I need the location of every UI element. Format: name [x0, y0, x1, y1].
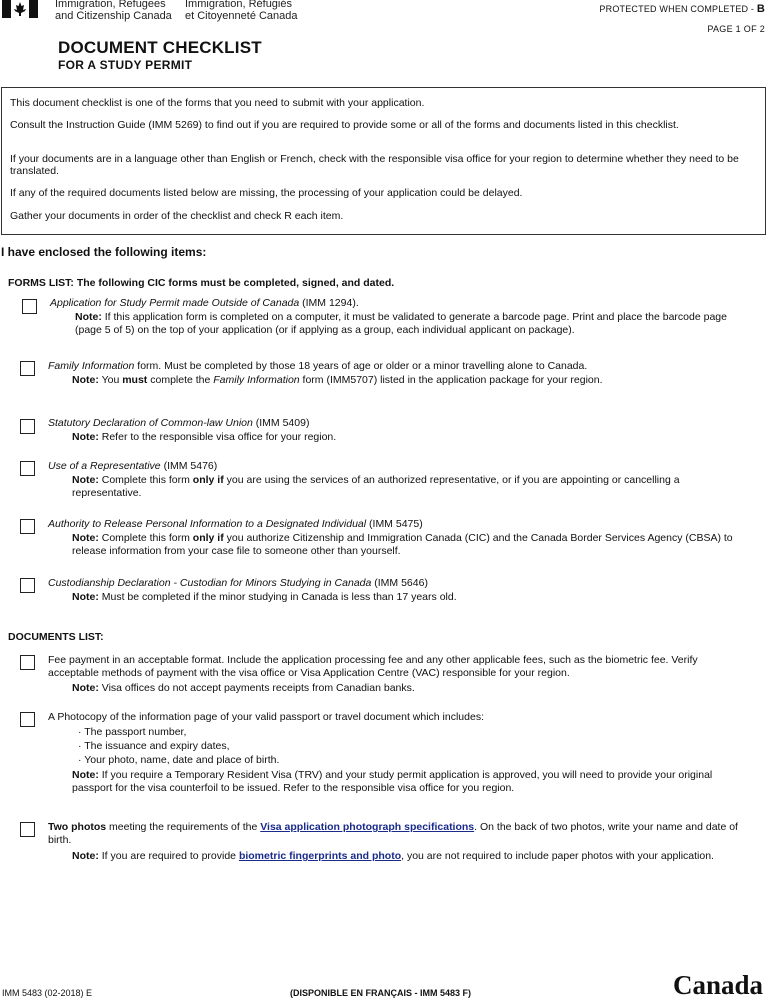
form-note-imm5409: Note: Refer to the responsible visa office for your region.: [72, 431, 337, 443]
checkbox-form-imm1294[interactable]: [22, 299, 37, 314]
page-subtitle: FOR A STUDY PERMIT: [58, 58, 193, 72]
doc-note-two-photos: Note: If you are required to provide biometric fingerprints and photo, you are not required to include paper photos with your application.: [72, 850, 714, 862]
checkbox-form-imm5476[interactable]: [20, 461, 35, 476]
list-item: · Your photo, name, date and place of birth.: [78, 754, 280, 766]
dept-fr-line2: et Citoyenneté Canada: [185, 10, 298, 22]
canada-flag-icon: [2, 0, 38, 18]
form-note-imm1294: Note: If this application form is completed on a computer, it must be validated to generate a barcode page. Print and place the barcode page (page 5 of 5) on the top of your application (or if applying as a group, each individual applicant on package).: [75, 311, 727, 336]
doc-note-fee-payment: Note: Visa offices do not accept payments receipts from Canadian banks.: [72, 682, 415, 694]
department-name-en: [55, 0, 172, 22]
form-item-imm5646: Custodianship Declaration - Custodian for Minors Studying in Canada (IMM 5646): [48, 577, 428, 589]
doc-item-passport-photocopy: A Photocopy of the information page of your valid passport or travel document which includes:: [48, 711, 484, 723]
list-item: · The issuance and expiry dates,: [78, 740, 230, 752]
enclosed-heading: I have enclosed the following items:: [1, 245, 207, 259]
intro-paragraph: Gather your documents in order of the checklist and check R each item.: [10, 210, 344, 222]
documents-list-heading: DOCUMENTS LIST:: [8, 631, 104, 643]
page-title: DOCUMENT CHECKLIST: [58, 38, 262, 57]
form-code: IMM 5483 (02-2018) E: [2, 988, 93, 998]
biometrics-link[interactable]: biometric fingerprints and photo: [238, 850, 402, 862]
doc-item-two-photos: Two photos meeting the requirements of the Visa application photograph specifications. On the back of two photos, write your name and date of birth.: [48, 821, 738, 846]
form-item-imm5476: Use of a Representative (IMM 5476): [48, 460, 218, 472]
list-item: · The passport number,: [78, 726, 187, 738]
form-item-imm5409: Statutory Declaration of Common-law Union (IMM 5409): [48, 417, 310, 429]
dept-fr-line1: Immigration, Réfugiés: [185, 0, 292, 10]
form-note-imm5476: Note: Complete this form only if you are using the services of an authorized representative, or if you are appointing or cancelling a representative.: [72, 474, 680, 499]
form-item-family-information: Family Information form. Must be completed by those 18 years of age or older or a minor travelling alone to Canada.: [48, 360, 588, 372]
protected-level: B: [756, 3, 765, 15]
intro-paragraph: Consult the Instruction Guide (IMM 5269) to find out if you are required to provide some or all of the forms and documents listed in this checklist.: [10, 119, 679, 131]
french-availability: (DISPONIBLE EN FRANÇAIS - IMM 5483 F): [290, 988, 472, 998]
doc-note-passport-photocopy: Note: If you require a Temporary Resident Visa (TRV) and your study permit application is approved, you will need to provide your original passport for the visa counterfoil to be issued. Refer to the responsible visa office for you region.: [72, 769, 713, 794]
checkbox-form-imm5646[interactable]: [20, 578, 35, 593]
doc-item-fee-payment: Fee payment in an acceptable format. Include the application processing fee and any other applicable fees, such as the biometric fee. Verify acceptable methods of payment with the visa office or Visa Application Centre (VAC) responsible for your region.: [48, 654, 698, 679]
photo-specifications-link[interactable]: Visa application photograph specifications: [260, 821, 475, 833]
checkbox-passport-photocopy[interactable]: [20, 712, 35, 727]
canada-wordmark: Canada: [672, 970, 763, 1000]
department-name-fr: [185, 0, 298, 22]
intro-paragraph: This document checklist is one of the forms that you need to submit with your application.: [10, 97, 425, 109]
checkbox-form-imm5409[interactable]: [20, 419, 35, 434]
intro-box: [1, 87, 766, 235]
form-item-imm1294: Application for Study Permit made Outside of Canada (IMM 1294).: [50, 297, 359, 309]
checkbox-form-imm5475[interactable]: [20, 519, 35, 534]
form-note-imm5646: Note: Must be completed if the minor studying in Canada is less than 17 years old.: [72, 591, 457, 603]
intro-paragraph: If any of the required documents listed below are missing, the processing of your application could be delayed.: [10, 187, 523, 199]
intro-paragraph: If your documents are in a language other than English or French, check with the responsible visa office for your region to determine whether they need to be translated.: [10, 153, 739, 177]
dept-en-line2: and Citizenship Canada: [55, 10, 172, 22]
page-number: PAGE 1 OF 2: [707, 24, 765, 34]
form-note-family-information: Note: You must complete the Family Information form (IMM5707) listed in the application package for your region.: [72, 374, 603, 386]
checkbox-family-information[interactable]: [20, 361, 35, 376]
checkbox-fee-payment[interactable]: [20, 655, 35, 670]
forms-list-heading: FORMS LIST: The following CIC forms must be completed, signed, and dated.: [8, 277, 395, 289]
form-note-imm5475: Note: Complete this form only if you authorize Citizenship and Immigration Canada (CIC) and the Canada Border Services Agency (CBSA) to release information from your case file to someone other than yourself.: [72, 532, 733, 557]
protected-label: PROTECTED WHEN COMPLETED - B: [599, 3, 765, 15]
checkbox-two-photos[interactable]: [20, 822, 35, 837]
dept-en-line1: Immigration, Refugees: [55, 0, 166, 10]
form-item-imm5475: Authority to Release Personal Information to a Designated Individual (IMM 5475): [48, 518, 423, 530]
